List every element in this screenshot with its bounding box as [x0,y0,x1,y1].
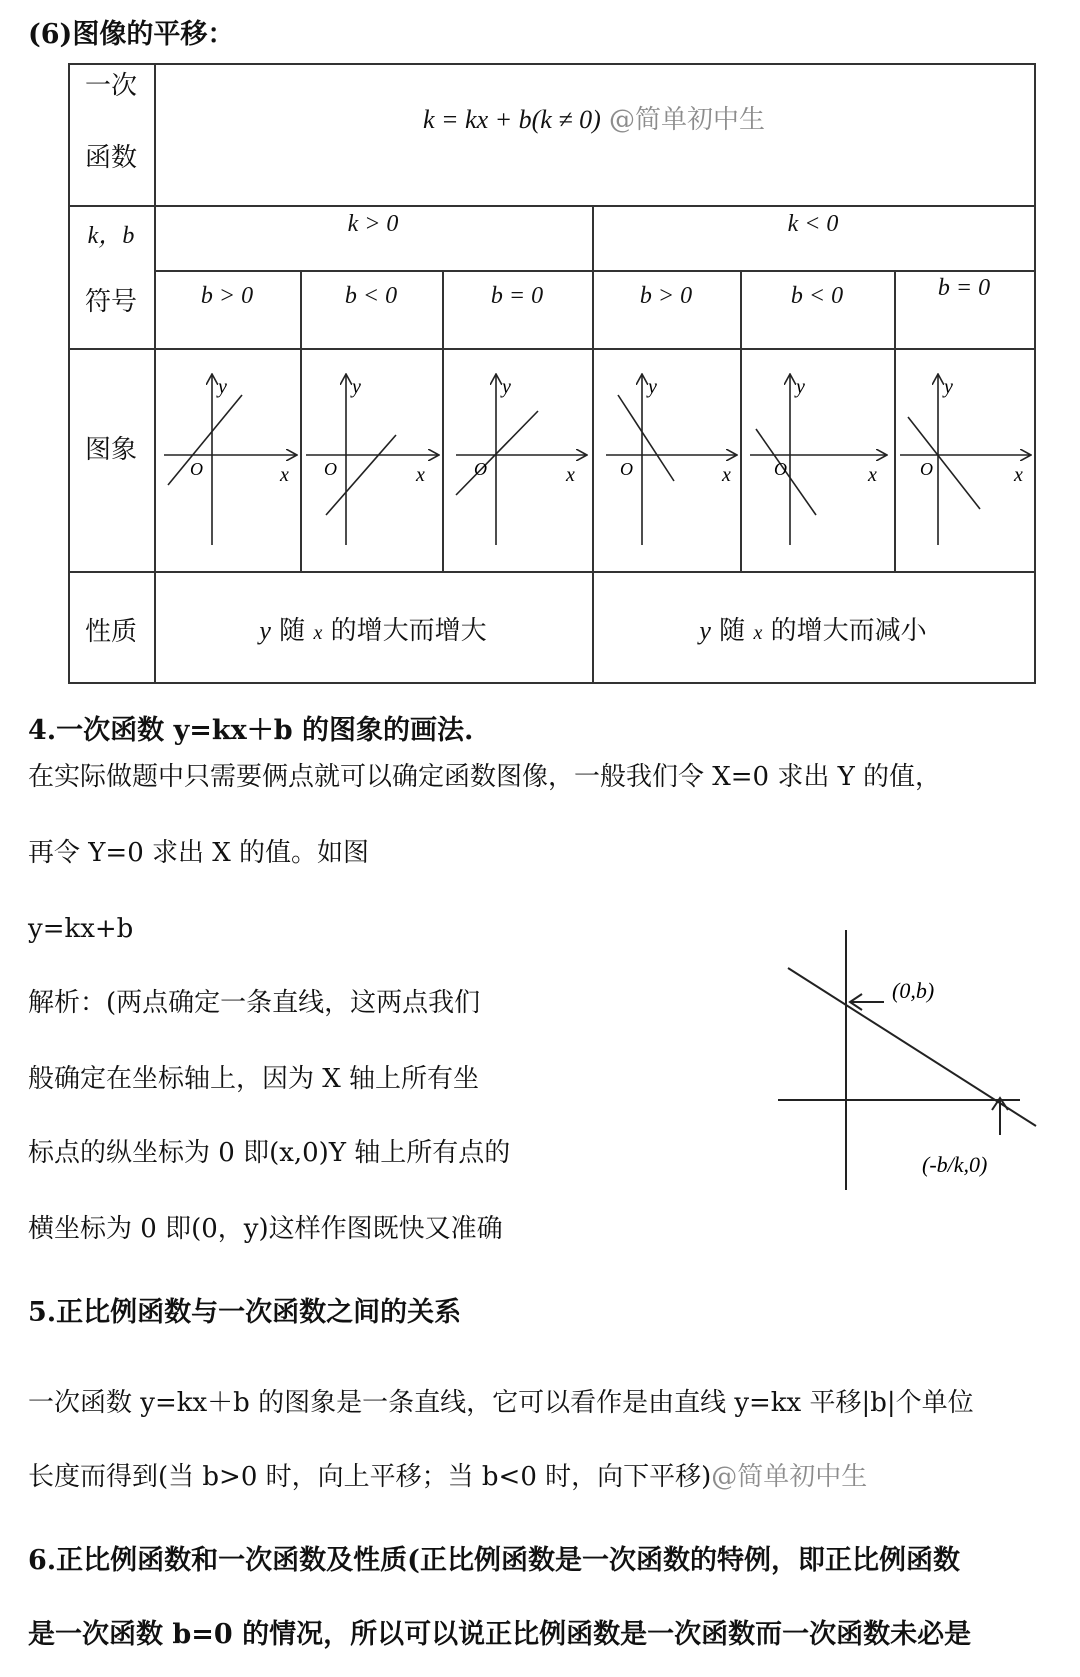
b-sign-cell: b > 0 [639,283,693,309]
axis-y-label: y [502,376,511,398]
function-expression-text: k = kx + b(k ≠ 0) [422,105,601,134]
axis-y-label: y [352,376,361,398]
b-sign-cell: b = 0 [937,275,991,301]
axis-x-label: x [416,464,425,486]
axis-y-label: y [648,376,657,398]
section6-title-2: 是一次函数 b=0 的情况，所以可以说正比例函数是一次函数而一次函数未必是 [28,1619,972,1650]
k-negative-header: k < 0 [787,211,839,237]
axis-y-label: y [796,376,805,398]
intercept-diagram [760,920,1060,1200]
row-label-graph: 图象 [84,435,137,465]
graph-k-neg-b-neg [750,375,886,545]
section4-title: 4.一次函数 y=kx＋b 的图象的画法. [28,715,474,746]
axis-x-label: x [1014,464,1023,486]
row-label-sign-1: k，b [87,223,135,249]
linear-function-table [68,63,1036,683]
origin-label: O [920,459,933,479]
origin-label: O [474,459,487,479]
axis-x-label: x [280,464,289,486]
origin-label: O [190,459,203,479]
graph-row [68,63,1036,683]
row-label-sign-2: 符号 [84,287,137,317]
section4-formula: y=kx+b [28,914,134,944]
origin-label: O [324,459,337,479]
section4-paragraph-2: 再令 Y=0 求出 X 的值。如图 [28,838,370,868]
section4-paragraph-1: 在实际做题中只需要俩点就可以确定函数图像，一般我们令 X=0 求出 Y 的值， [28,762,942,792]
axis-y-label: y [944,376,953,398]
axis-x-label: x [722,464,731,486]
section5-paragraph-1: 一次函数 y=kx＋b 的图象是一条直线，它可以看作是由直线 y=kx 平移|b|个单位 [28,1388,974,1418]
property-increasing: y 随 x 的增大而增大 [259,616,487,646]
analysis-line-4: 横坐标为 0 即(0，y)这样作图既快又准确 [28,1214,503,1244]
b-sign-cell: b = 0 [490,283,544,309]
k-positive-header: k > 0 [347,211,399,237]
section6-title-1: 6.正比例函数和一次函数及性质(正比例函数是一次函数的特例，即正比例函数 [28,1545,960,1576]
analysis-line-1: 解析：(两点确定一条直线，这两点我们 [28,988,481,1018]
origin-label: O [774,459,787,479]
axis-x-label: x [566,464,575,486]
axis-x-label: x [868,464,877,486]
row-label-function-2: 函数 [84,143,137,173]
row-label-property: 性质 [84,617,137,647]
section-title-translation: (6)图像的平移： [28,19,235,50]
y-intercept-label: (0,b) [892,978,935,1003]
analysis-line-3: 标点的纵坐标为 0 即(x,0)Y 轴上所有点的 [28,1138,511,1168]
x-intercept-label: (-b/k,0) [922,1152,988,1177]
axis-y-label: y [218,376,227,398]
analysis-line-2: 般确定在坐标轴上，因为 X 轴上所有坐 [28,1064,480,1094]
row-label-function-1: 一次 [84,71,137,101]
b-sign-cell: b > 0 [200,283,254,309]
b-sign-cell: b < 0 [790,283,844,309]
graph-k-pos-b-pos [164,375,296,545]
watermark: @简单初中生 [609,105,766,135]
watermark: @简单初中生 [711,1462,868,1492]
section5-title: 5.正比例函数与一次函数之间的关系 [28,1297,462,1328]
b-sign-cell: b < 0 [344,283,398,309]
property-decreasing: y 随 x 的增大而减小 [699,616,927,646]
origin-label: O [620,459,633,479]
section5-paragraph-2: 长度而得到(当 b>0 时，向上平移；当 b<0 时，向下平移)@简单初中生 [28,1462,868,1492]
